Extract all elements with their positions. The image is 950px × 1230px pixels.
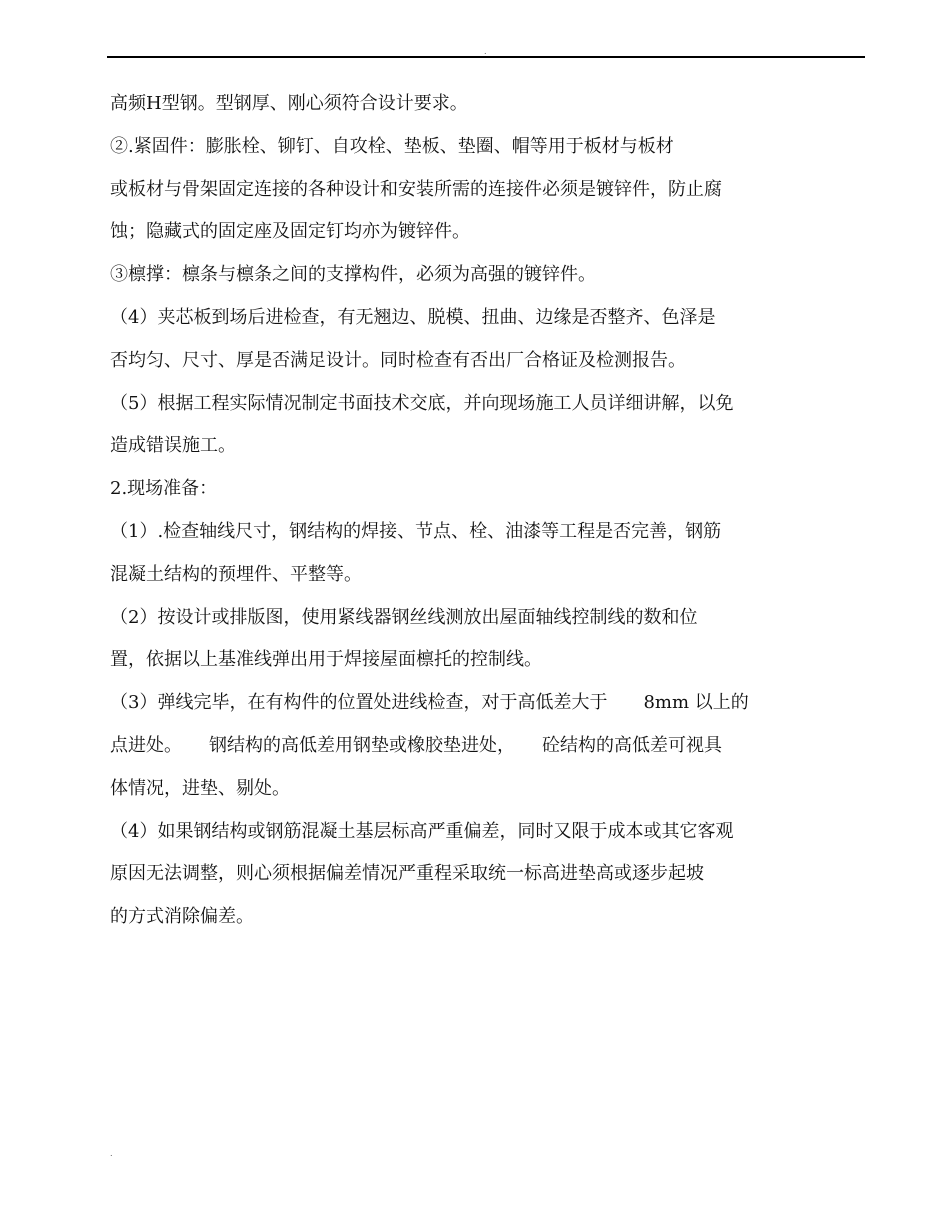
text-line-12: 混凝土结构的预埋件、平整等。 xyxy=(110,563,362,585)
text-line-5: ③檩撑：檩条与檩条之间的支撑构件，必须为高强的镀锌件。 xyxy=(110,264,596,286)
text-line-19: 原因无法调整，则心须根据偏差情况严重程采取统一标高进垫高或逐步起坡 xyxy=(110,863,704,885)
text-line-10: 2.现场准备： xyxy=(110,478,218,500)
text-line-3: 或板材与骨架固定连接的各种设计和安装所需的连接件必须是镀锌件，防止腐 xyxy=(110,178,722,200)
text-line-6: （4）夹芯板到场后进检查，有无翘边、脱模、扭曲、边缘是否整齐、色泽是 xyxy=(110,306,716,328)
text-line-1: 高频H型钢。型钢厚、刚心须符合设计要求。 xyxy=(110,93,468,114)
text-line-20: 的方式消除偏差。 xyxy=(110,906,254,928)
document-body xyxy=(110,88,870,944)
text-line-7: 否均匀、尺寸、厚是否满足设计。同时检查有否出厂合格证及检测报告。 xyxy=(110,349,686,371)
text-line-18: （4）如果钢结构或钢筋混凝土基层标高严重偏差，同时又限于成本或其它客观 xyxy=(110,820,734,842)
text-line-4: 蚀；隐藏式的固定座及固定钉均亦为镀锌件。 xyxy=(110,221,470,243)
text-line-14: 置，依据以上基准线弹出用于焊接屋面檩托的控制线。 xyxy=(110,649,542,671)
text-line-17: 体情况，进垫、剔处。 xyxy=(110,777,290,799)
header-rule xyxy=(107,56,865,58)
text-line-15: （3）弹线完毕，在有构件的位置处进线检查，对于高低差大于 8mm 以上的 xyxy=(110,692,749,714)
text-line-2: ②.紧固件：膨胀栓、铆钉、自攻栓、垫板、垫圈、帽等用于板材与板材 xyxy=(110,135,674,157)
footer-mark: . xyxy=(110,1149,113,1158)
text-line-11: （1）.检查轴线尺寸，钢结构的焊接、节点、栓、油漆等工程是否完善，钢筋 xyxy=(110,520,722,542)
text-line-9: 造成错误施工。 xyxy=(110,435,236,457)
text-line-8: （5）根据工程实际情况制定书面技术交底，并向现场施工人员详细讲解，以免 xyxy=(110,392,734,414)
header-mark: . xyxy=(484,47,487,56)
text-line-13: （2）按设计或排版图，使用紧线器钢丝线测放出屋面轴线控制线的数和位 xyxy=(110,606,698,628)
text-line-16: 点进处。 钢结构的高低差用钢垫或橡胶垫进处， 砼结构的高低差可视具 xyxy=(110,734,722,756)
